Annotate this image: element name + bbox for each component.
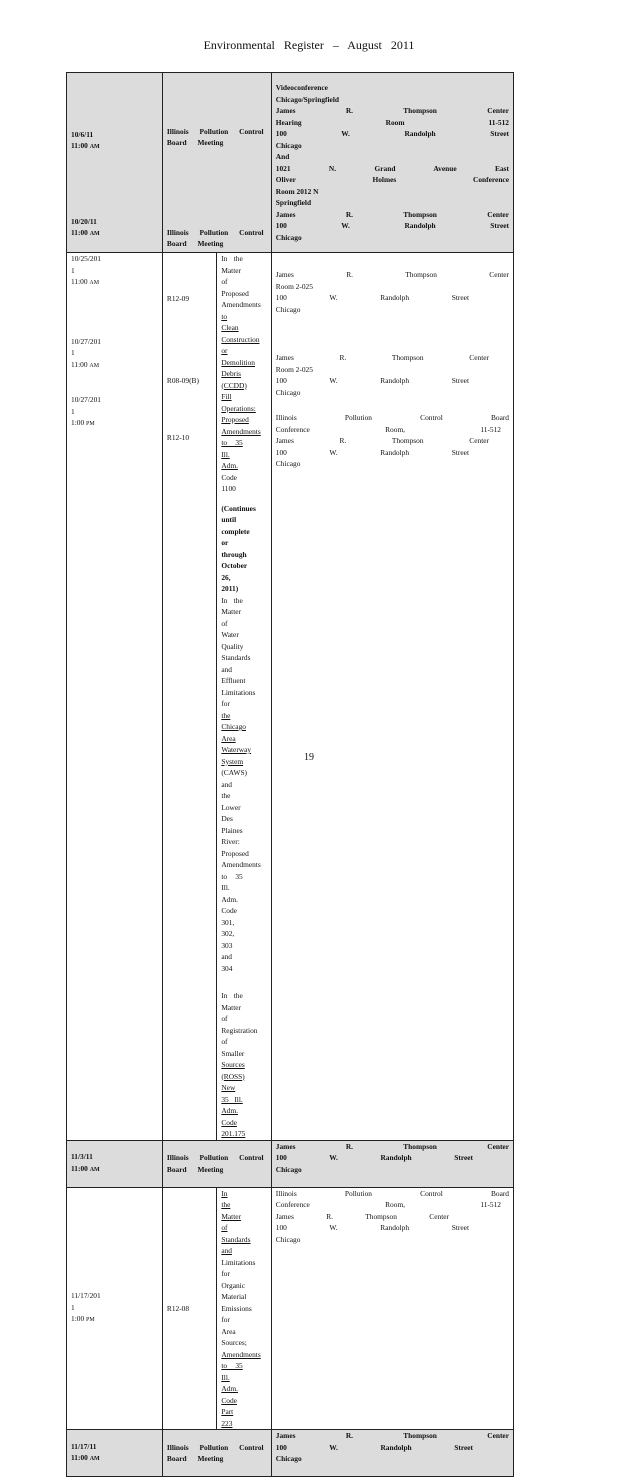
meeting-title-cell bbox=[162, 73, 271, 253]
location-line: 100 W. Randolph Street bbox=[275, 447, 469, 457]
location-line: Videoconference bbox=[275, 83, 328, 92]
hearing-ampm: PM bbox=[86, 421, 95, 427]
location-line: Chicago bbox=[275, 1164, 302, 1174]
location-line: Room 2-025 bbox=[275, 281, 313, 291]
description-line: (CAWS) and the Lower Des Plaines bbox=[221, 768, 248, 835]
meeting-title: Illinois Pollution Control Board Meeting bbox=[166, 1153, 264, 1174]
table-row bbox=[67, 73, 514, 253]
location-line: Chicago bbox=[275, 232, 302, 242]
docket-number: R12-08 bbox=[166, 1303, 190, 1313]
location-line: Conference Room, 11-512 bbox=[275, 1200, 501, 1209]
location-cell bbox=[271, 1430, 513, 1477]
hearing-date-cont: 1 bbox=[71, 348, 75, 357]
meeting-title-cell bbox=[162, 1430, 271, 1477]
meeting-title: Illinois Pollution Control Board Meeting bbox=[166, 227, 264, 248]
description-line: Adm. Code 301, 302, 303 and 304 bbox=[221, 894, 238, 973]
location-line: Chicago bbox=[275, 1234, 301, 1244]
docket-number: R08-09(B) bbox=[166, 375, 199, 385]
location-cell bbox=[271, 253, 513, 1141]
description-cell bbox=[217, 253, 271, 1141]
meeting-ampm: AM bbox=[89, 144, 100, 150]
description-line: Sources (ROSS) New 35 Ill. Adm. Code bbox=[221, 1060, 245, 1127]
description-line: 201.175 bbox=[221, 1129, 246, 1138]
hearing-ampm: PM bbox=[86, 1317, 95, 1323]
location-cell bbox=[271, 1187, 513, 1430]
description-line: In the Matter of Standards and bbox=[221, 1188, 251, 1255]
hearing-time: 1:00 bbox=[71, 418, 85, 427]
docket-cell bbox=[162, 253, 216, 1141]
location-cell bbox=[271, 73, 513, 253]
meeting-date: 11/17/11 bbox=[71, 1441, 97, 1451]
location-line: 1021 N. Grand Avenue East bbox=[275, 163, 509, 173]
location-line: James R. Thompson Center bbox=[275, 270, 509, 279]
hearing-time: 1:00 bbox=[71, 1314, 85, 1323]
description-line: In the Matter of Registration of Smaller bbox=[221, 991, 258, 1058]
location-line: Springfield bbox=[275, 198, 312, 207]
location-line: Chicago bbox=[275, 459, 301, 468]
location-cell bbox=[271, 1140, 513, 1187]
location-line: 100 W. Randolph Street bbox=[275, 293, 469, 302]
meeting-ampm: AM bbox=[89, 231, 100, 237]
location-line: James R. Thompson Center bbox=[275, 106, 509, 115]
date-cell bbox=[67, 73, 163, 253]
hearing-date: 10/27/201 bbox=[71, 336, 101, 346]
location-line: Illinois Pollution Control Board bbox=[275, 413, 509, 422]
location-line: 100 W. Randolph Street bbox=[275, 1442, 473, 1452]
date-cell bbox=[67, 1187, 163, 1430]
meeting-date: 11/3/11 bbox=[71, 1152, 93, 1161]
description-line: Debris (CCDD) Fill Operations: bbox=[221, 369, 256, 413]
location-line: James R. Thompson Center bbox=[275, 1211, 449, 1221]
hearing-time: 11:00 bbox=[71, 359, 88, 369]
environmental-register-table bbox=[66, 72, 514, 1477]
docket-cell bbox=[162, 1187, 216, 1430]
description-line: Code 1100 bbox=[221, 472, 237, 493]
meeting-time: 11:00 bbox=[71, 1163, 88, 1173]
hearing-date-cont: 1 bbox=[71, 265, 75, 275]
description-line: the Chicago Area Waterway System bbox=[221, 710, 252, 766]
location-line: James R. Thompson Center bbox=[275, 1431, 509, 1440]
location-line: 100 W. Randolph Street bbox=[275, 221, 509, 230]
location-line: Chicago bbox=[275, 387, 301, 397]
meeting-date: 10/20/11 bbox=[71, 216, 97, 226]
description-line: Proposed Amendments to 35 Ill. Adm. bbox=[221, 415, 261, 470]
hearing-date-cont: 1 bbox=[71, 1302, 75, 1312]
meeting-ampm: AM bbox=[89, 1166, 100, 1173]
description-line: River: Proposed Amendments to 35 Ill. bbox=[221, 837, 261, 892]
continuation-note: October 26, 2011) bbox=[221, 561, 248, 593]
location-line: Room 2-025 bbox=[275, 364, 313, 374]
location-line: James R. Thompson Center bbox=[275, 209, 509, 219]
meeting-title: Illinois Pollution Control Board Meeting bbox=[166, 1442, 264, 1463]
table-row bbox=[67, 1140, 514, 1187]
location-line: Chicago bbox=[275, 304, 301, 314]
location-line: And bbox=[275, 152, 290, 161]
location-line: James R. Thompson Center bbox=[275, 353, 489, 362]
table-row bbox=[67, 253, 514, 1141]
date-cell bbox=[67, 1430, 163, 1477]
description-cell bbox=[217, 1187, 271, 1430]
date-cell bbox=[67, 253, 163, 1141]
hearing-ampm: AM bbox=[89, 280, 100, 286]
hearing-time: 11:00 bbox=[71, 277, 88, 286]
hearing-date: 10/27/201 bbox=[71, 395, 101, 404]
meeting-title: Illinois Pollution Control Board Meeting bbox=[166, 126, 264, 147]
page-header: Environmental Register – August 2011 bbox=[203, 38, 415, 52]
location-line: 100 W. Randolph Street bbox=[275, 129, 509, 138]
description-line: 223 bbox=[221, 1418, 233, 1428]
page-number: 19 bbox=[304, 752, 314, 763]
location-line: Conference Room, 11-512 bbox=[275, 424, 501, 434]
description-line: Emissions for Area Sources; bbox=[221, 1303, 252, 1347]
table-row bbox=[67, 1187, 514, 1430]
hearing-date-cont: 1 bbox=[71, 406, 75, 416]
location-line: James R. Thompson Center bbox=[275, 436, 489, 445]
meeting-date: 10/6/11 bbox=[71, 129, 94, 139]
meeting-time: 11:00 bbox=[71, 1453, 88, 1462]
location-line: Oliver Holmes Conference bbox=[275, 175, 509, 184]
location-line: 100 W. Randolph Street bbox=[275, 376, 469, 385]
location-line: James R. Thompson Center bbox=[275, 1141, 509, 1151]
table-row bbox=[67, 1430, 514, 1477]
meeting-time: 11:00 bbox=[71, 141, 88, 150]
location-line: Chicago/Springfield bbox=[275, 94, 340, 104]
location-line: 100 W. Randolph Street bbox=[275, 1153, 473, 1162]
description-line: to Clean Construction or Demolition bbox=[221, 311, 260, 367]
description-line: In the Matter of Proposed Amendments bbox=[221, 254, 261, 309]
meeting-ampm: AM bbox=[89, 1456, 100, 1462]
date-cell bbox=[67, 1140, 163, 1187]
location-line: Hearing Room 11-512 bbox=[275, 117, 509, 127]
location-line: Room 2012 N bbox=[275, 186, 319, 196]
location-line: Illinois Pollution Control Board bbox=[275, 1188, 509, 1198]
description-line: Standards and Effluent Limitations for bbox=[221, 653, 256, 708]
location-line: Chicago bbox=[275, 140, 302, 150]
hearing-ampm: AM bbox=[89, 362, 100, 369]
meeting-time: 11:00 bbox=[71, 228, 88, 237]
location-line: 100 W. Randolph Street bbox=[275, 1223, 469, 1232]
meeting-title-cell bbox=[162, 1140, 271, 1187]
description-line: In the Matter of Water Quality bbox=[221, 595, 244, 651]
continuation-note: (Continues until complete or through bbox=[221, 503, 256, 559]
description-line: Amendments to 35 Ill. Adm. Code Part bbox=[221, 1349, 261, 1416]
docket-number: R12-10 bbox=[166, 433, 190, 442]
docket-number: R12-09 bbox=[166, 294, 190, 303]
hearing-date: 11/17/201 bbox=[71, 1291, 101, 1300]
description-line: Limitations for Organic Material bbox=[221, 1257, 256, 1301]
hearing-date: 10/25/201 bbox=[71, 254, 101, 263]
location-line: Chicago bbox=[275, 1454, 302, 1463]
